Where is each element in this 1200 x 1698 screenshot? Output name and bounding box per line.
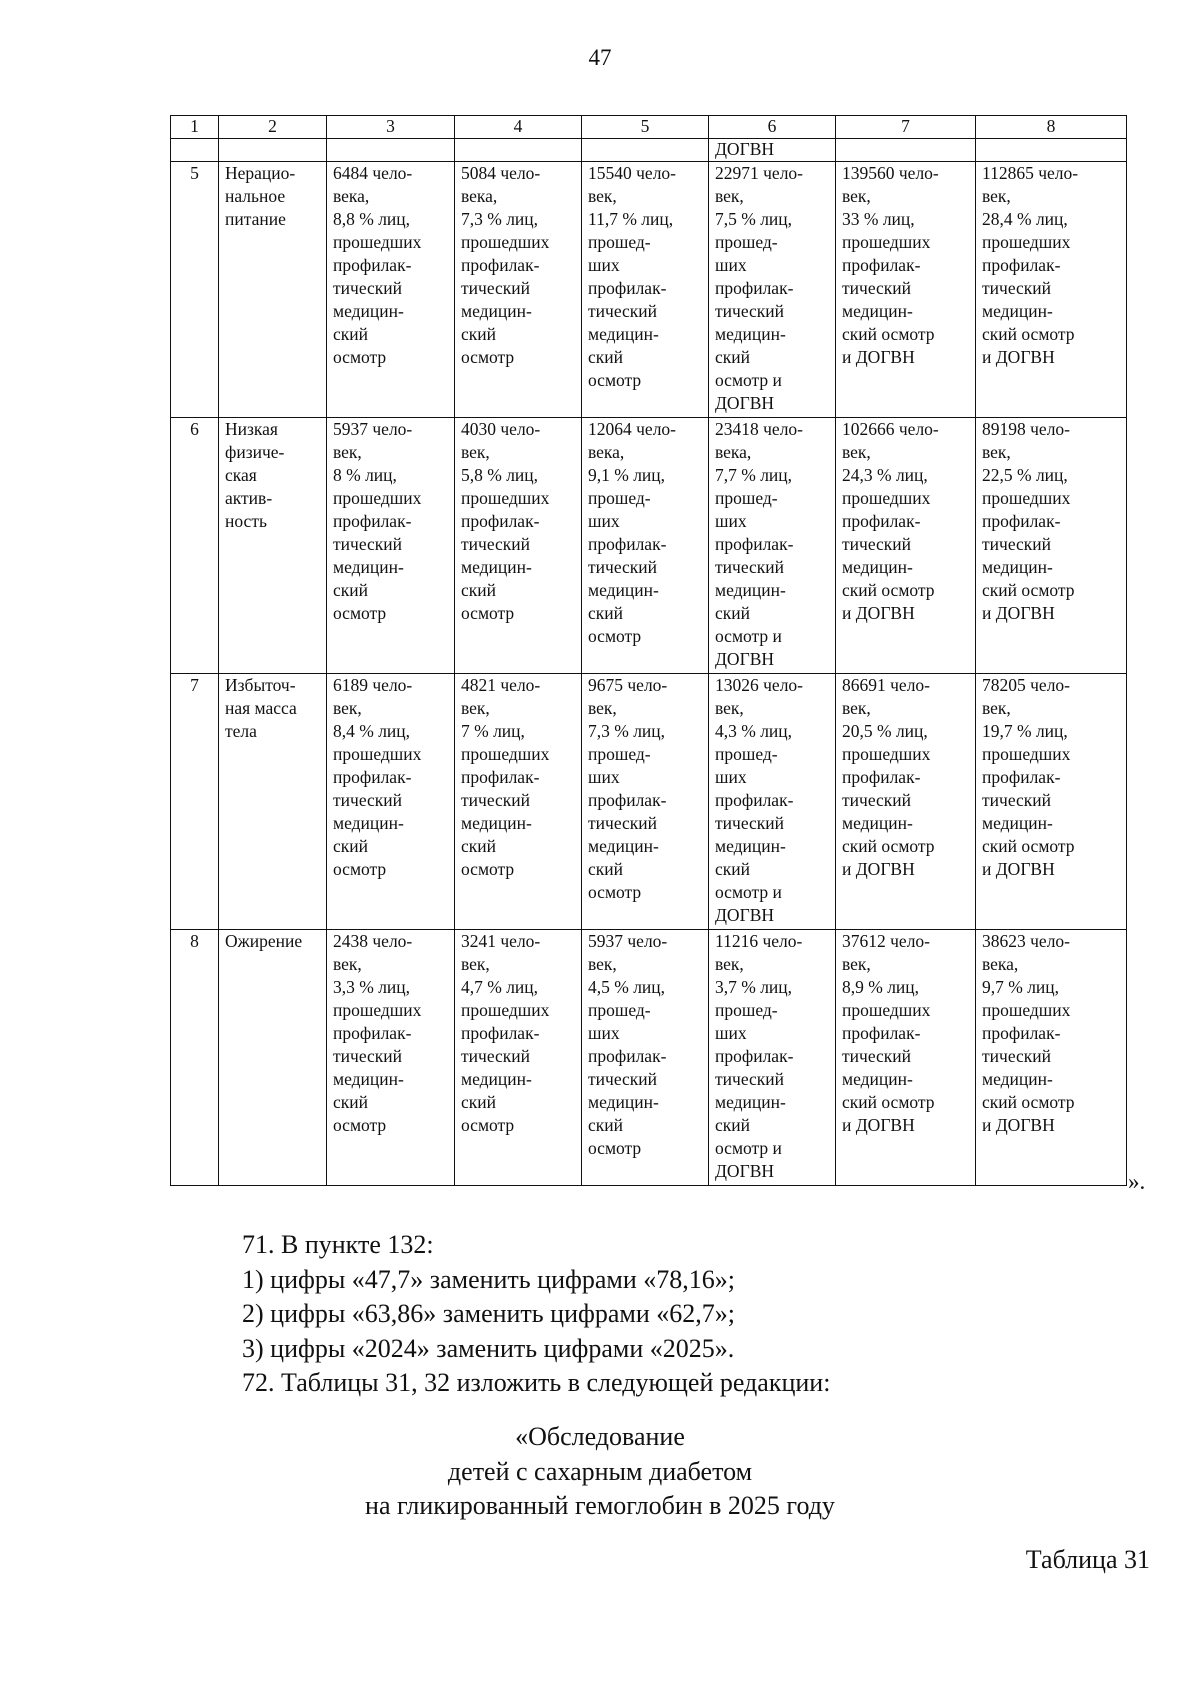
table-row [171,930,1127,1186]
statistics-table [170,115,1127,1186]
table-cell [219,139,327,162]
heading-line-3: на гликированный гемоглобин в 2025 году [365,1491,835,1520]
column-header: 3 [327,116,455,139]
table-cell: 12064 чело- века, 9,1 % лиц, прошед- ших профилак- тический медицин- ский осмотр [582,418,709,674]
table-cell [171,139,219,162]
page-number: 47 [588,45,612,70]
table-cell: 9675 чело- век, 7,3 % лиц, прошед- ших профилак- тический медицин- ский осмотр [582,674,709,930]
risk-factor-cell: Низкая физиче- ская актив- ность [219,418,327,674]
table-cell: 112865 чело- век, 28,4 % лиц, прошедших профилак- тический медицин- ский осмотр и ДОГВН [976,162,1127,418]
table-cell: 11216 чело- век, 3,7 % лиц, прошед- ших профилак- тический медицин- ский осмотр и ДОГВН [709,930,836,1186]
table-cell [976,139,1127,162]
amendment-item-2: 2) цифры «63,86» заменить цифрами «62,7»; [242,1299,735,1328]
table-cell: 6484 чело- века, 8,8 % лиц, прошедших профилак- тический медицин- ский осмотр [327,162,455,418]
table-cell: 89198 чело- век, 22,5 % лиц, прошедших профилак- тический медицин- ский осмотр и ДОГВН [976,418,1127,674]
heading-line-2: детей с сахарным диабетом [447,1456,753,1486]
column-header: 5 [582,116,709,139]
table-cell: 3241 чело- век, 4,7 % лиц, прошедших профилак- тический медицин- ский осмотр [455,930,582,1186]
table-cell: 5937 чело- век, 8 % лиц, прошедших профилак- тический медицин- ский осмотр [327,418,455,674]
column-header: 1 [171,116,219,139]
table-header-row [171,116,1127,139]
table-cell: 78205 чело- век, 19,7 % лиц, прошедших профилак- тический медицин- ский осмотр и ДОГВН [976,674,1127,930]
table-cell: 6189 чело- век, 8,4 % лиц, прошедших профилак- тический медицин- ский осмотр [327,674,455,930]
table-cell: 38623 чело- века, 9,7 % лиц, прошедших профилак- тический медицин- ский осмотр и ДОГВН [976,930,1127,1186]
risk-factor-cell: Ожирение [219,930,327,1186]
table-cell: 37612 чело- век, 8,9 % лиц, прошедших профилак- тический медицин- ский осмотр и ДОГВН [836,930,976,1186]
table-cell: 15540 чело- век, 11,7 % лиц, прошед- ших профилак- тический медицин- ский осмотр [582,162,709,418]
row-number: 6 [171,418,219,674]
amendment-item-1: 1) цифры «47,7» заменить цифрами «78,16»; [242,1264,735,1294]
table-cell [327,139,455,162]
table-cell: 23418 чело- века, 7,7 % лиц, прошед- ших профилак- тический медицин- ский осмотр и ДОГВН [709,418,836,674]
table-cell: 4030 чело- век, 5,8 % лиц, прошедших профилак- тический медицин- ский осмотр [455,418,582,674]
table-cell: 4821 чело- век, 7 % лиц, прошедших профилак- тический медицин- ский осмотр [455,674,582,930]
column-header: 7 [836,116,976,139]
amendment-item-3: 3) цифры «2024» заменить цифрами «2025». [242,1333,735,1363]
table-row [171,162,1127,418]
table-heading [0,1420,1200,1524]
table-cell [455,139,582,162]
table-cell: 139560 чело- век, 33 % лиц, прошедших профилак- тический медицин- ский осмотр и ДОГВН [836,162,976,418]
row-number: 5 [171,162,219,418]
table-cell: 13026 чело- век, 4,3 % лиц, прошед- ших профилак- тический медицин- ский осмотр и ДОГВН [709,674,836,930]
table-cell: 5084 чело- века, 7,3 % лиц, прошедших профилак- тический медицин- ский осмотр [455,162,582,418]
table-cell [582,139,709,162]
table-cell: 2438 чело- век, 3,3 % лиц, прошедших профилак- тический медицин- ский осмотр [327,930,455,1186]
column-header: 2 [219,116,327,139]
table-cell: ДОГВН [709,139,836,162]
table-cell: 22971 чело- век, 7,5 % лиц, прошед- ших профилак- тический медицин- ский осмотр и ДОГВН [709,162,836,418]
table-row [171,418,1127,674]
paragraph-72: 72. Таблицы 31, 32 изложить в следующей редакции: [242,1368,831,1397]
column-header: 4 [455,116,582,139]
column-header: 6 [709,116,836,139]
table-label: Таблица 31 [1025,1545,1150,1574]
row-number: 8 [171,930,219,1186]
risk-factor-cell: Избыточ- ная масса тела [219,674,327,930]
table-cell: 5937 чело- век, 4,5 % лиц, прошед- ших профилак- тический медицин- ский осмотр [582,930,709,1186]
table-cell: 102666 чело- век, 24,3 % лиц, прошедших профилак- тический медицин- ский осмотр и ДОГВН [836,418,976,674]
table-cell [836,139,976,162]
paragraph-71: 71. В пункте 132: [242,1230,434,1259]
heading-line-1: «Обследование [515,1422,685,1451]
row-number: 7 [171,674,219,930]
column-header: 8 [976,116,1127,139]
risk-factor-cell: Нерацио- нальное питание [219,162,327,418]
amendment-text [242,1228,1142,1401]
table-cell: 86691 чело- век, 20,5 % лиц, прошедших профилак- тический медицин- ский осмотр и ДОГВН [836,674,976,930]
table-continuation-row [171,139,1127,162]
closing-quote-mark: ». [1128,1169,1146,1194]
table-row [171,674,1127,930]
